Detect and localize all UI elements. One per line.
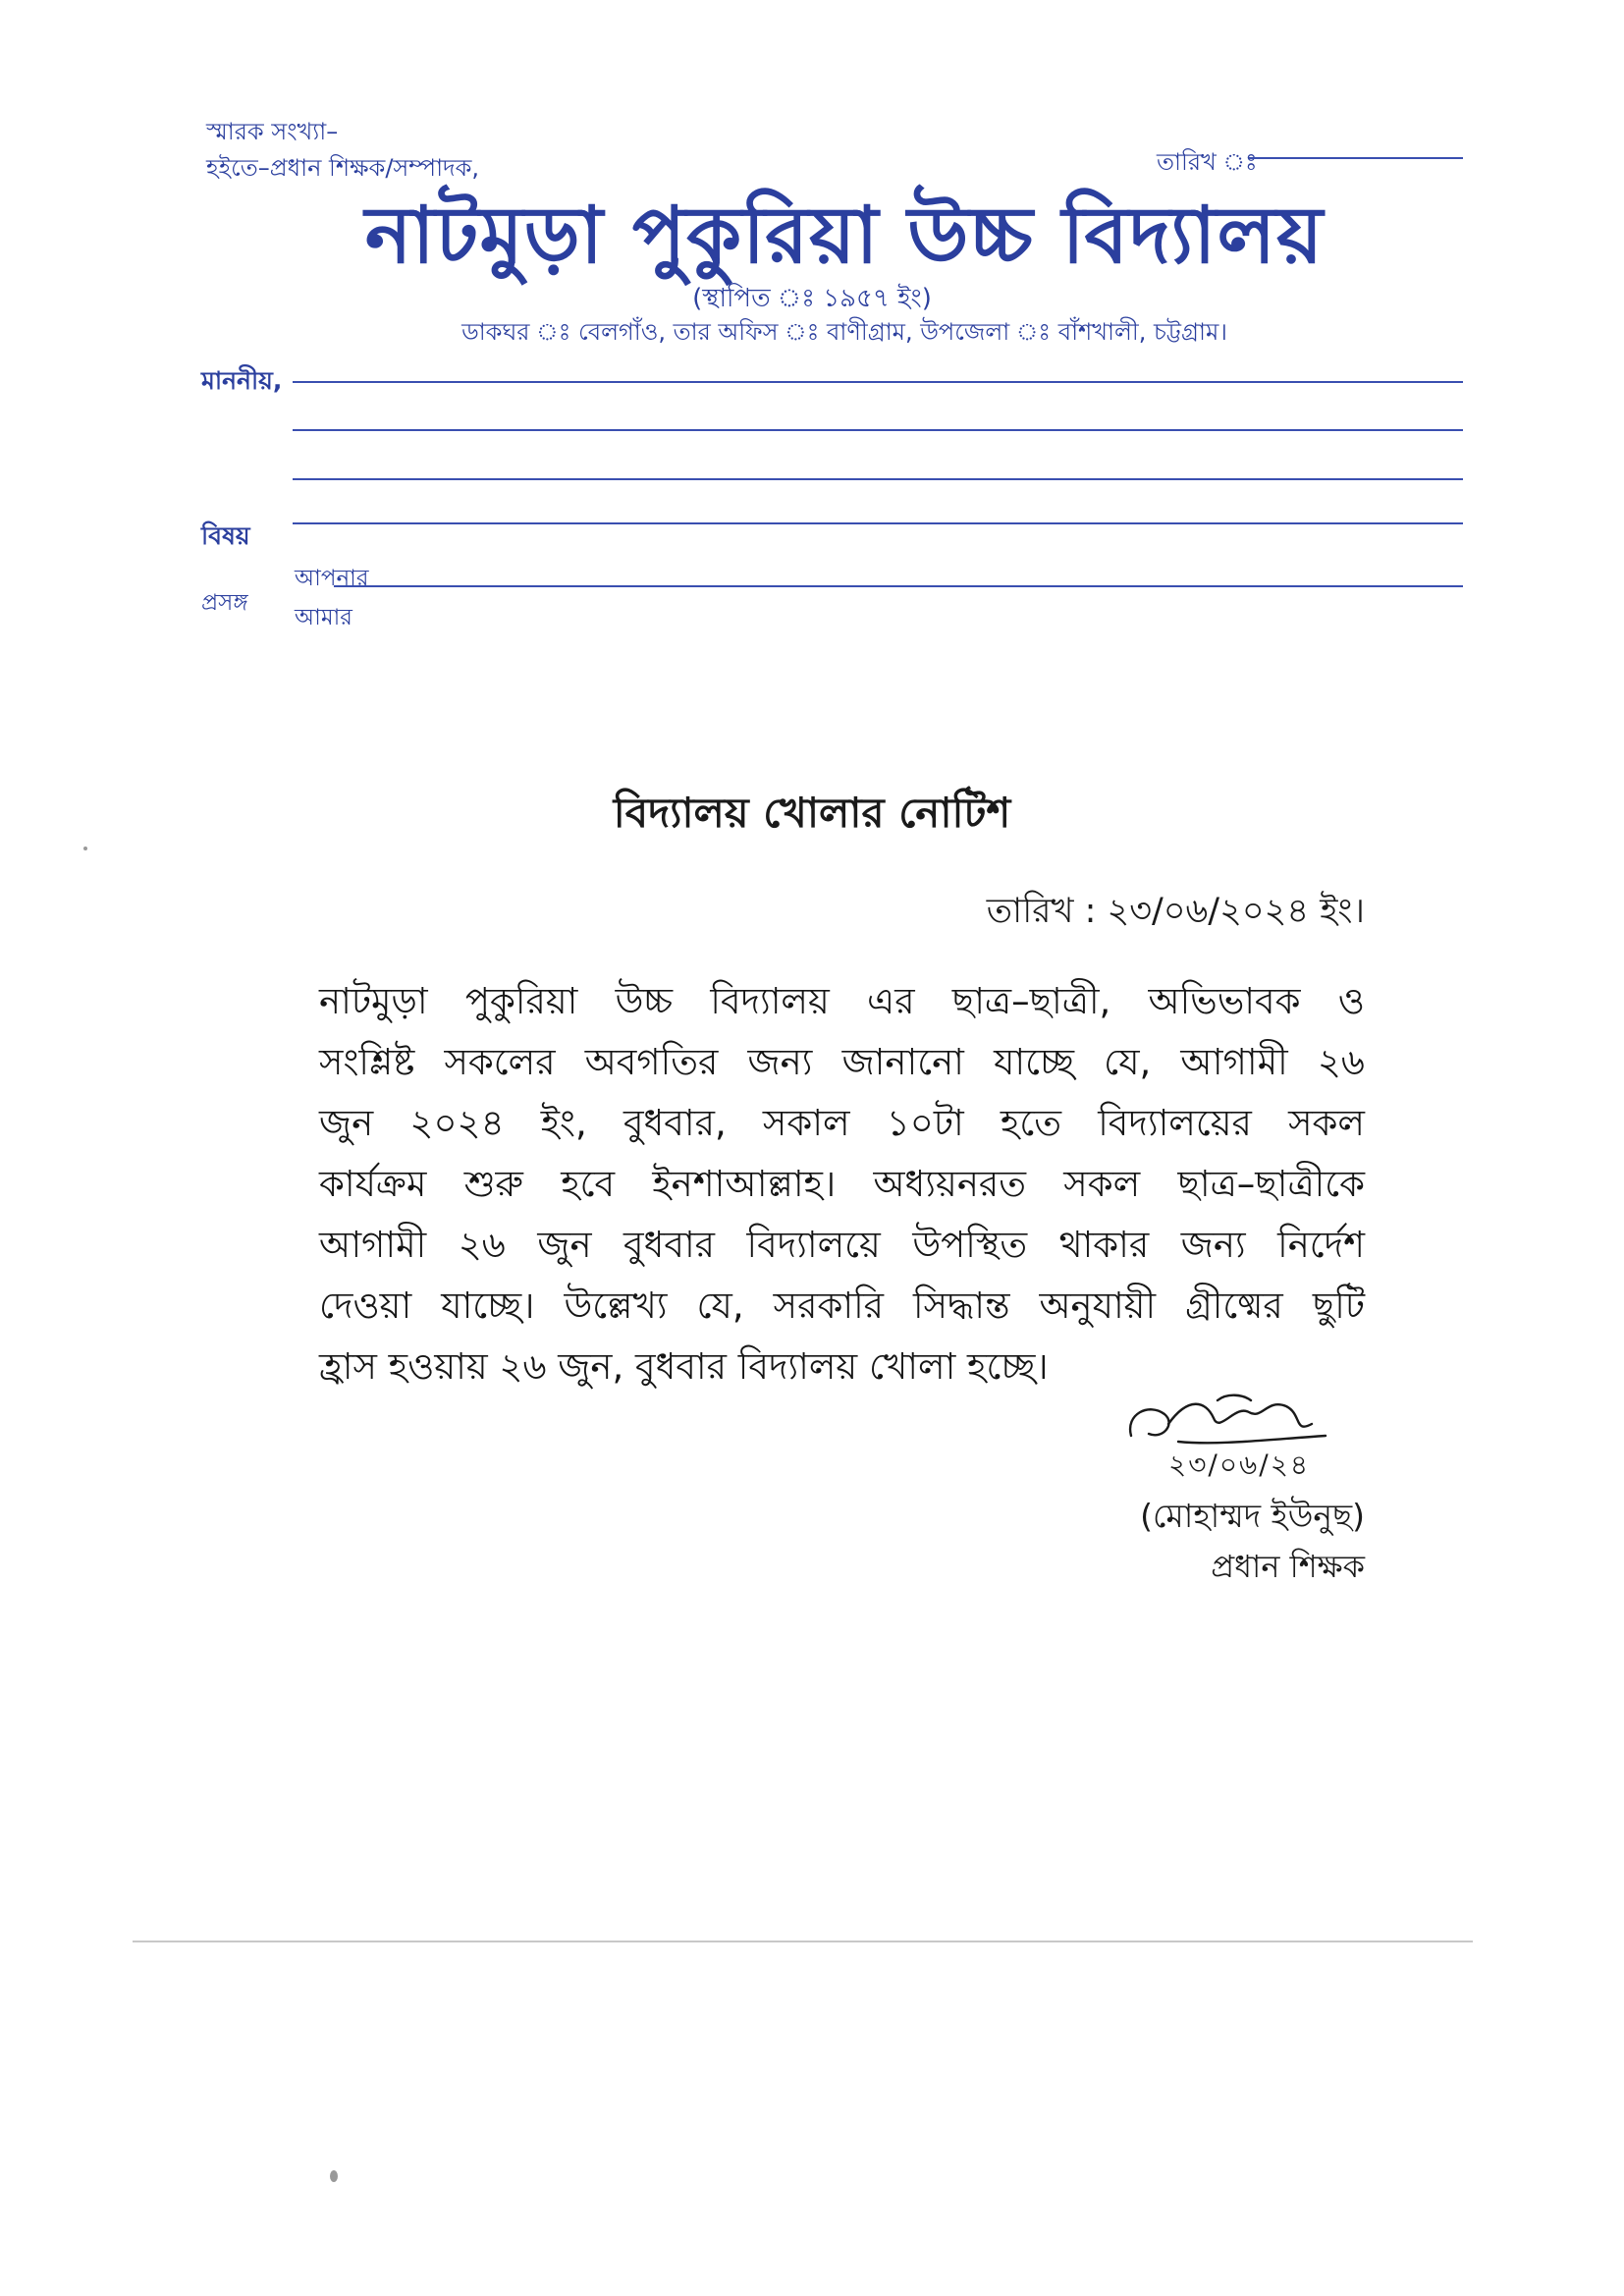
reference-mine-label: আমার — [295, 605, 352, 630]
addressee-line-3 — [293, 478, 1463, 480]
signatory-designation: প্রধান শিক্ষক — [1211, 1548, 1365, 1585]
from-label: হইতে–প্রধান শিক্ষক/সম্পাদক, — [206, 154, 480, 182]
notice-heading: বিদ্যালয় খোলার নোটিশ — [613, 789, 1011, 837]
notice-body-line: নাটমুড়া পুকুরিয়া উচ্চ বিদ্যালয় এর ছাত্র–ছাত্রী, অভিভাবক ও — [319, 980, 1365, 1022]
notice-body-line: সংশ্লিষ্ট সকলের অবগতির জন্য জানানো যাচ্ছে যে, আগামী ২৬ — [319, 1041, 1365, 1083]
notice-date: তারিখ : ২৩/০৬/২০২৪ ইং। — [986, 892, 1365, 931]
school-name: নাটমুড়া পুকুরিয়া উচ্চ বিদ্যালয় — [364, 190, 1325, 281]
notice-body-line: হ্রাস হওয়ায় ২৬ জুন, বুধবার বিদ্যালয় খোলা হচ্ছে। — [319, 1345, 1049, 1388]
letterhead-date-label: তারিখ ঃ — [1157, 148, 1258, 176]
memo-number-label: স্মারক সংখ্যা– — [206, 118, 339, 145]
signature-date: ২৩/০৬/২৪ — [1168, 1449, 1311, 1481]
reference-line — [334, 585, 1463, 587]
signatory-name: (মোহাম্মদ ইউনুছ) — [1140, 1497, 1365, 1535]
notice-body-line: জুন ২০২৪ ইং, বুধবার, সকাল ১০টা হতে বিদ্যালয়ের সকল — [319, 1102, 1365, 1144]
scan-fold-line — [133, 1941, 1473, 1942]
reference-label: প্রসঙ্গ — [201, 590, 248, 616]
reference-yours-label: আপনার — [295, 566, 369, 591]
addressee-label: মাননীয়, — [201, 366, 283, 395]
subject-label: বিষয় — [201, 521, 250, 550]
scan-speck — [330, 2170, 338, 2182]
notice-body-line: কার্যক্রম শুরু হবে ইনশাআল্লাহ। অধ্যয়নরত সকল ছাত্র–ছাত্রীকে — [319, 1163, 1365, 1205]
notice-body-line: আগামী ২৬ জুন বুধবার বিদ্যালয়ে উপস্থিত থাকার জন্য নির্দেশ — [319, 1224, 1365, 1266]
scan-speck — [83, 847, 87, 850]
notice-body-line: দেওয়া যাচ্ছে। উল্লেখ্য যে, সরকারি সিদ্ধান্ত অনুযায়ী গ্রীষ্মের ছুটি — [319, 1285, 1365, 1327]
subject-line — [293, 522, 1463, 524]
school-address: ডাকঘর ঃ বেলগাঁও, তার অফিস ঃ বাণীগ্রাম, উপজেলা ঃ বাঁশখালী, চট্টগ্রাম। — [461, 318, 1227, 346]
letterhead-date-line — [1249, 157, 1463, 159]
addressee-line-1 — [293, 381, 1463, 383]
addressee-line-2 — [293, 429, 1463, 431]
established-year: (স্থাপিত ঃ ১৯৫৭ ইং) — [692, 284, 932, 313]
